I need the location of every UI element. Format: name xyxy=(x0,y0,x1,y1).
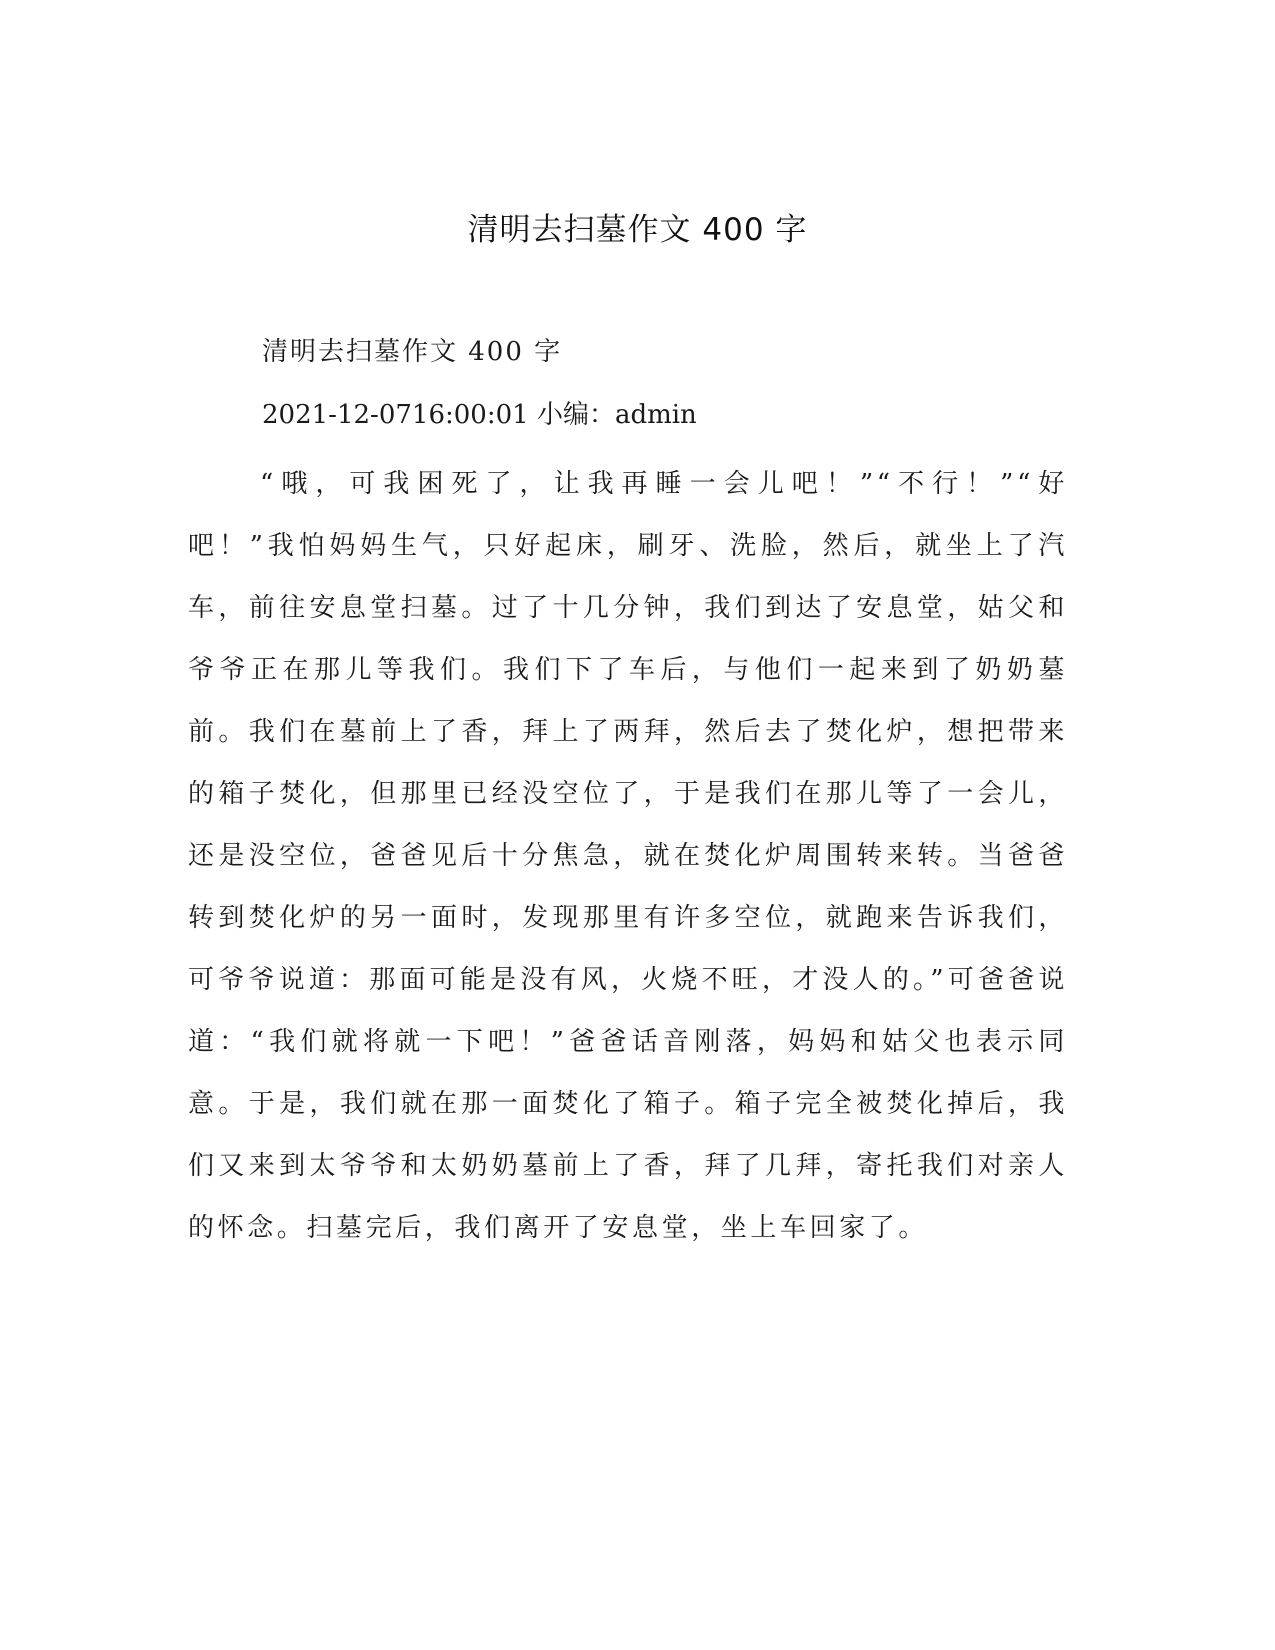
article-subtitle: 清明去扫墓作文 400 字 xyxy=(262,337,563,367)
article-body: “哦，可我困死了，让我再睡一会儿吧！”“不行！”“好吧！”我怕妈妈生气，只好起床，刷牙、洗脸，然后，就坐上了汽车，前往安息堂扫墓。过了十几分钟，我们到达了安息堂，姑父和爷爷正在那儿等我们。我们下了车后，与他们一起来到了奶奶墓前。我们在墓前上了香，拜上了两拜，然后去了焚化炉，想把带来的箱子焚化，但那里已经没空位了，于是我们在那儿等了一会儿，还是没空位，爸爸见后十分焦急，就在焚化炉周围转来转。当爸爸转到焚化炉的另一面时，发现那里有许多空位，就跑来告诉我们，可爷爷说道：那面可能是没有风，火烧不旺，才没人的。”可爸爸说道：“我们就将就一下吧！”爸爸话音刚落，妈妈和姑父也表示同意。于是，我们就在那一面焚化了箱子。箱子完全被焚化掉后，我们又来到太爷爷和太奶奶墓前上了香，拜了几拜，寄托我们对亲人的怀念。扫墓完后，我们离开了安息堂，坐上车回家了。 xyxy=(188,469,1068,1243)
article-meta: 2021-12-0716:00:01 小编：admin xyxy=(262,400,697,430)
page-title: 清明去扫墓作文 400 字 xyxy=(467,212,808,248)
